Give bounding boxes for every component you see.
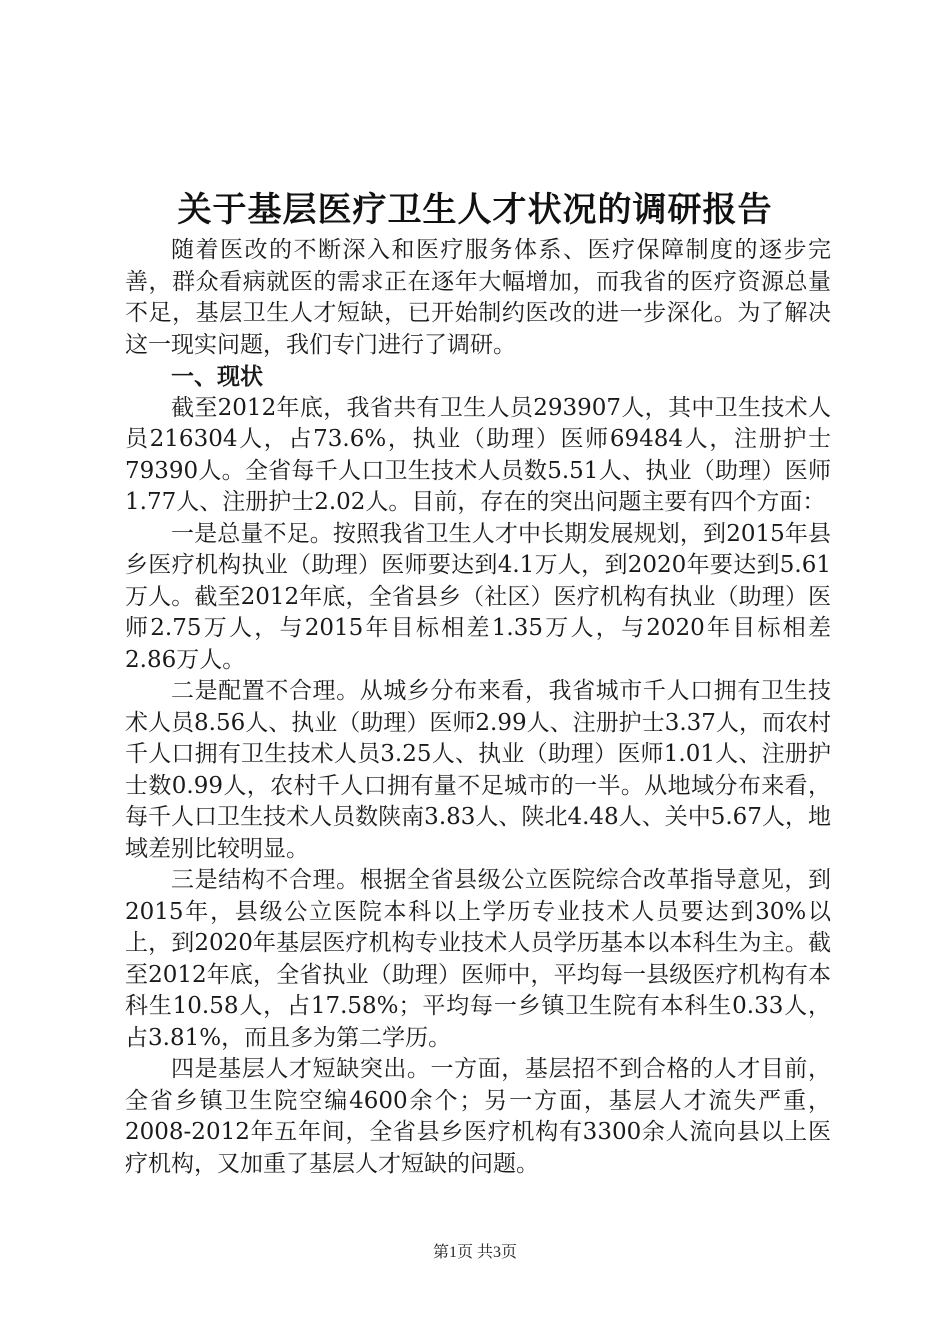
issue-paragraph-total: 一是总量不足。按照我省卫生人才中长期发展规划，到2015年县乡医疗机构执业（助理）医师要达到4.1万人，到2020年要达到5.61万人。截至2012年底，全省县乡（社区）医疗机构有执业（助理）医师2.75万人，与2015年目标相差1.35万人，与2020年目标相差2.86万人。 <box>125 520 831 673</box>
issue-paragraph-allocation: 二是配置不合理。从城乡分布来看，我省城市千人口拥有卫生技术人员8.56人、执业（助理）医师2.99人、注册护士3.37人，而农村千人口拥有卫生技术人员3.25人、执业（助理）医师1.01人、注册护士数0.99人，农村千人口拥有量不足城市的一半。从地域分布来看，每千人口卫生技术人员数陕南3.83人、陕北4.48人、关中5.67人，地域差别比较明显。 <box>125 678 831 862</box>
issue-paragraph-structure: 三是结构不合理。根据全省县级公立医院综合改革指导意见，到2015年，县级公立医院本科以上学历专业技术人员要达到30%以上，到2020年基层医疗机构专业技术人员学历基本以本科生为主。截至2012年底，全省执业（助理）医师中，平均每一县级医疗机构有本科生10.58人，占17.58%；平均每一乡镇卫生院有本科生0.33人，占3.81%，而且多为第二学历。 <box>125 867 831 1051</box>
document-body <box>125 235 831 1180</box>
status-paragraph: 截至2012年底，我省共有卫生人员293907人，其中卫生技术人员216304人，占73.6%，执业（助理）医师69484人，注册护士79390人。全省每千人口卫生技术人员数5.51人、执业（助理）医师1.77人、注册护士2.02人。目前，存在的突出问题主要有四个方面： <box>125 394 831 515</box>
intro-paragraph: 随着医改的不断深入和医疗服务体系、医疗保障制度的逐步完善，群众看病就医的需求正在逐年大幅增加，而我省的医疗资源总量不足，基层卫生人才短缺，已开始制约医改的进一步深化。为了解决这一现实问题，我们专门进行了调研。 <box>125 237 831 358</box>
page-footer: 第1页 共3页 <box>432 1244 517 1261</box>
section-heading: 一、现状 <box>171 363 263 390</box>
issue-paragraph-shortage: 四是基层人才短缺突出。一方面，基层招不到合格的人才目前，全省乡镇卫生院空编4600余个；另一方面，基层人才流失严重，2008-2012年五年间，全省县乡医疗机构有3300余人流向县以上医疗机构，又加重了基层人才短缺的问题。 <box>125 1056 831 1177</box>
document-title: 关于基层医疗卫生人才状况的调研报告 <box>177 190 773 230</box>
